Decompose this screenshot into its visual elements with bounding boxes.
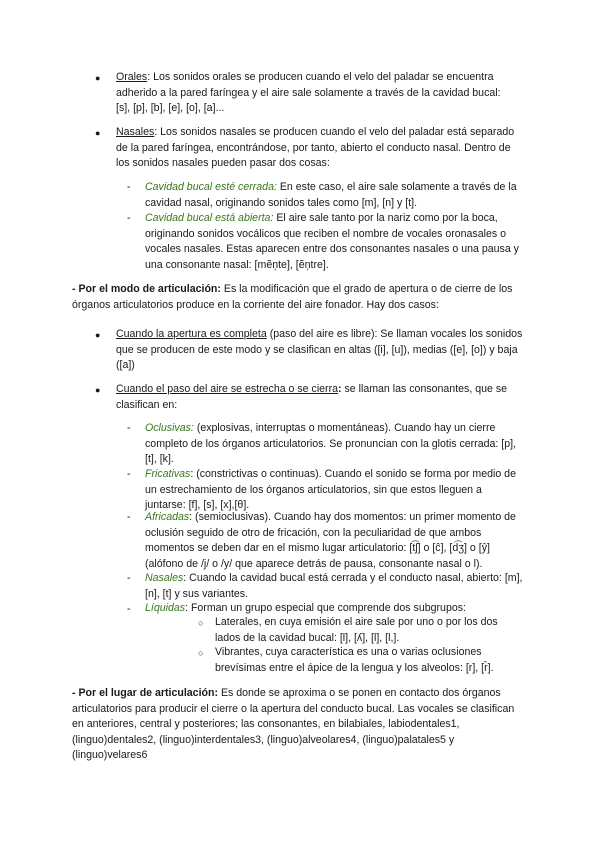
orales-paragraph [116,70,516,117]
estrecha-colon: : [338,383,342,395]
subitem-text: : Forman un grupo especial que comprende dos subgrupos: [185,602,466,614]
circle-bullet-icon: ○ [198,648,204,658]
dash-icon: - [127,212,131,224]
consonant-subitem [145,510,523,572]
apertura-paragraph [116,327,526,374]
consonant-subitem [145,467,520,514]
subitem-term: Cavidad bucal está abierta: [145,212,274,224]
bullet-icon: ● [95,73,101,83]
nasales-subitem [145,211,525,273]
subitem-text: : (constrictivas o continuas). Cuando el sonido se forma por medio de un estrechamiento de los órganos articulatorios, sin que estos lleguen a juntarse: [f], [s], [x],[θ]. [145,468,516,512]
modo-heading: - Por el modo de articulación: [72,283,221,295]
dash-icon: - [127,181,131,193]
bullet-icon: ● [95,128,101,138]
dash-icon: - [127,603,131,615]
lugar-paragraph [72,686,528,764]
subitem-term: Nasales [145,572,184,584]
lugar-text: Es donde se aproxima o se ponen en contacto dos órganos articulatorios para producir el cierre o la apertura del conducto bucal. Las vocales se clasifican en anteriores, central y posteriores; las consonantes, en bilabiales, labiodentales1, (linguo)dentales2, (linguo)interdentales3, (linguo)alveolares4, (linguo)palatales5 y (linguo)velares6 [72,687,515,762]
modo-paragraph [72,282,528,313]
subitem-term: Fricativas [145,468,191,480]
subitem-text: : (semioclusivas). Cuando hay dos momentos: un primer momento de oclusión seguido de otro de fricación, con la peculiaridad de que ambos momentos se deben dar en el mismo lugar articulatorio: [t͡ʃ] o [ĉ], [d͡ʒ] o [ŷ] (alófono de /j/ o /y/ que aparece detrás de pausa, consonante nasal o l). [145,511,516,570]
consonant-subitem [145,571,525,602]
nasales-paragraph [116,125,521,172]
subitem-term: Líquidas [145,602,186,614]
dash-icon: - [127,572,131,584]
subitem-text: El aire sale tanto por la nariz como por la boca, originando sonidos vocálicos que reciben el nombre de vocales oronasales o vocales nasales. Estas aparecen entre dos consonantes nasales o una pausa y una consonante nasal: [mẽņte], [ẽņtre]. [145,212,519,271]
subitem-text: (explosivas, interruptas o momentáneas). Cuando hay un cierre completo de los órganos articulatorios. Se pronuncian con la glotis cerrada: [p], [t], [k]. [145,422,516,466]
nasales-subitem [145,180,525,211]
dash-icon: - [127,511,131,523]
dash-icon: - [127,422,131,434]
dash-icon: - [127,468,131,480]
liquidas-item: Laterales, en cuya emisión el aire sale por uno o por los dos lados de la cavidad bucal: [l], [ʎ], [l], [l,]. [215,616,498,644]
lugar-heading: - Por el lugar de articulación: [72,687,218,699]
apertura-text: (paso del aire es libre): Se llaman vocales los sonidos que se producen de este modo y se clasifican en altas ([i], [u]), medias ([e], [o]) y baja ([a]) [116,328,523,372]
nasales-term: Nasales [116,126,155,138]
liquidas-item: Vibrantes, cuya característica es una o varias oclusiones brevísimas entre el ápice de la lengua y los alveolos: [r], [r̄]. [215,646,494,674]
orales-term: Orales [116,71,148,83]
orales-text: : Los sonidos orales se producen cuando el velo del paladar se encuentra adherido a la pared faríngea y el aire sale solamente a través de la cavidad bucal: [s], [p], [b], [e], [o], [a]... [116,71,501,115]
bullet-icon: ● [95,330,101,340]
estrecha-term: Cuando el paso del aire se estrecha o se cierra [116,383,339,395]
nasales-text: : Los sonidos nasales se producen cuando el velo del paladar está separado de la pared faríngea, encontrándose, por tanto, abierto el conducto nasal. Dentro de los sonidos nasales pueden pasar dos cosas: [116,126,515,170]
apertura-term: Cuando la apertura es completa [116,328,267,340]
bullet-icon: ● [95,385,101,395]
subitem-term: Oclusivas: [145,422,194,434]
modo-text: Es la modificación que el grado de apertura o de cierre de los órganos articulatorios produce en la corriente del aire fonador. Hay dos casos: [72,283,513,311]
subitem-text: En este caso, el aire sale solamente a través de la cavidad nasal, originando sonidos tales como [m], [n] y [t]. [145,181,517,209]
subitem-term: Africadas [145,511,190,523]
estrecha-text: se llaman las consonantes, que se clasifican en: [116,383,508,411]
subitem-term: Cavidad bucal esté cerrada: [145,181,277,193]
circle-bullet-icon: ○ [198,618,204,628]
consonant-subitem [145,421,520,468]
subitem-text: : Cuando la cavidad bucal está cerrada y el conducto nasal, abierto: [m], [n], [t] y sus variantes. [145,572,523,600]
estrecha-paragraph [116,382,526,413]
